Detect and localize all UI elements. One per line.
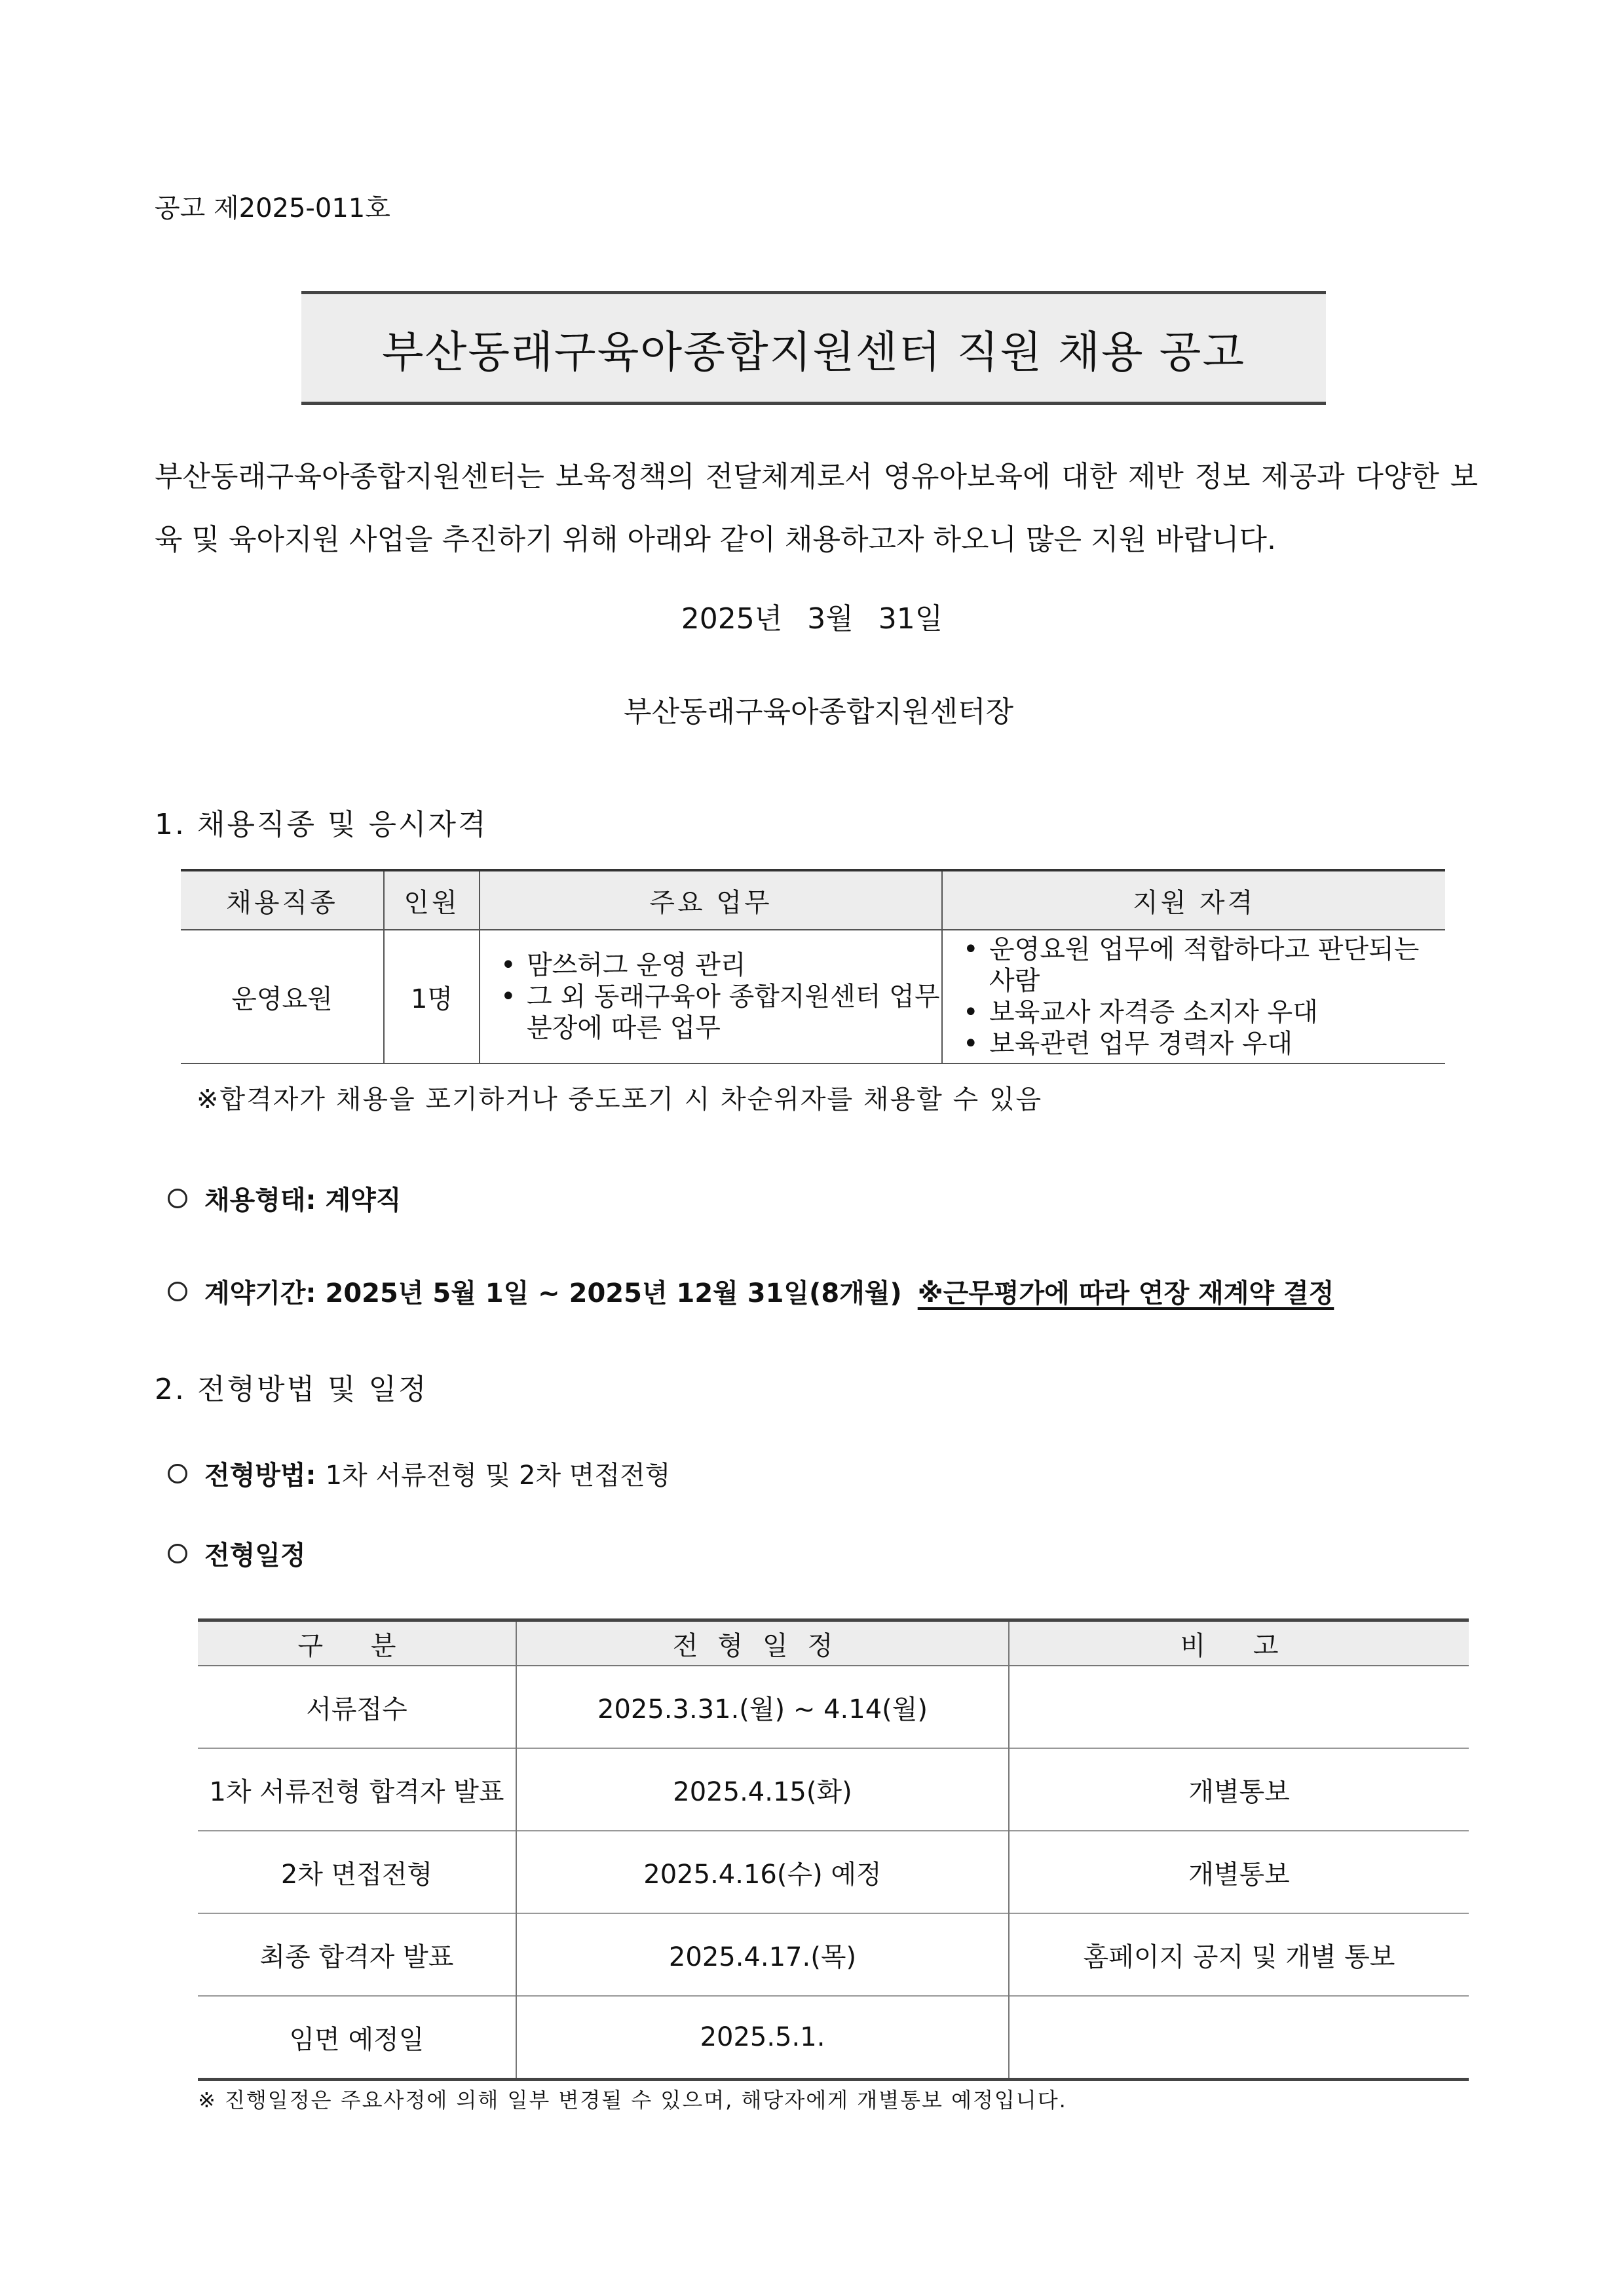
schedule-label bbox=[168, 1535, 306, 1572]
notice-number: 공고 제2025-011호 bbox=[155, 193, 390, 223]
note-cell bbox=[1009, 1666, 1469, 1748]
date-cell: 2025.4.16(수) 예정 bbox=[516, 1831, 1009, 1913]
note-cell: 개별통보 bbox=[1009, 1748, 1469, 1831]
table-row bbox=[198, 1913, 1469, 1996]
table-row bbox=[198, 1666, 1469, 1748]
job-table bbox=[181, 869, 1445, 1064]
contract-period-text: 계약기간: 2025년 5월 1일 ~ 2025년 12월 31일(8개월) bbox=[204, 1278, 902, 1309]
qualifications-cell bbox=[942, 930, 1445, 1063]
list-item: • 운영요원 업무에 적합하다고 판단되는 사람 bbox=[960, 934, 1445, 997]
header-job: 채용직종 bbox=[181, 870, 384, 930]
circle-bullet-icon bbox=[168, 1464, 187, 1483]
header-qualifications: 지원 자격 bbox=[942, 870, 1445, 930]
job-cell: 운영요원 bbox=[231, 984, 333, 1014]
note-cell bbox=[1009, 1996, 1469, 2080]
stage-cell: 1차 서류전형 합격자 발표 bbox=[198, 1748, 516, 1831]
title-box bbox=[301, 291, 1326, 405]
list-item: • 보육관련 업무 경력자 우대 bbox=[960, 1028, 1445, 1060]
announcement-date: 2025년 3월 31일 bbox=[681, 602, 943, 636]
date-cell: 2025.4.17.(목) bbox=[516, 1913, 1009, 1996]
stage-cell: 서류접수 bbox=[198, 1666, 516, 1748]
list-item: • 그 외 동래구육아 종합지원센터 업무 분장에 따른 업무 bbox=[498, 981, 941, 1044]
job-table-header bbox=[181, 870, 1445, 930]
note-cell: 홈페이지 공지 및 개별 통보 bbox=[1009, 1913, 1469, 1996]
header-stage: 구 분 bbox=[198, 1620, 516, 1666]
table-row bbox=[198, 1996, 1469, 2080]
table-row bbox=[198, 1831, 1469, 1913]
header-count: 인원 bbox=[384, 870, 480, 930]
employment-type bbox=[168, 1179, 401, 1217]
table-row bbox=[198, 1748, 1469, 1831]
method-label: 전형방법: bbox=[204, 1461, 316, 1491]
schedule-note: ※ 진행일정은 주요사정에 의해 일부 변경될 수 있으며, 해당자에게 개별통보 예정입니다. bbox=[198, 2088, 1067, 2113]
intro-paragraph: 부산동래구육아종합지원센터는 보육정책의 전달체계로서 영유아보육에 대한 제반 정보 제공과 다양한 보육 및 육아지원 사업을 추진하기 위해 아래와 같이 채용하고자 하오니 많은 지원 바랍니다. bbox=[155, 460, 1478, 556]
schedule-table bbox=[198, 1618, 1469, 2081]
count-cell: 1명 bbox=[384, 930, 480, 1063]
contract-note: ※근무평가에 따라 연장 재계약 결정 bbox=[917, 1278, 1334, 1309]
date-cell: 2025.4.15(화) bbox=[516, 1748, 1009, 1831]
employment-type-text: 채용형태: 계약직 bbox=[204, 1185, 402, 1215]
date-cell: 2025.5.1. bbox=[516, 1996, 1009, 2080]
list-item: • 보육교사 자격증 소지자 우대 bbox=[960, 997, 1445, 1028]
section2-heading: 2. 전형방법 및 일정 bbox=[155, 1373, 428, 1406]
header-note: 비 고 bbox=[1009, 1620, 1469, 1666]
circle-bullet-icon bbox=[168, 1189, 187, 1208]
circle-bullet-icon bbox=[168, 1282, 187, 1301]
signer: 부산동래구육아종합지원센터장 bbox=[623, 695, 1014, 729]
stage-cell: 2차 면접전형 bbox=[198, 1831, 516, 1913]
date-cell: 2025.3.31.(월) ~ 4.14(월) bbox=[516, 1666, 1009, 1748]
stage-cell: 임면 예정일 bbox=[198, 1996, 516, 2080]
duties-cell bbox=[480, 930, 942, 1063]
circle-bullet-icon bbox=[168, 1544, 187, 1563]
note-cell: 개별통보 bbox=[1009, 1831, 1469, 1913]
list-item: • 맘쓰허그 운영 관리 bbox=[498, 949, 941, 981]
page-title: 부산동래구육아종합지원센터 직원 채용 공고 bbox=[381, 326, 1246, 377]
header-duties: 주요 업무 bbox=[480, 870, 942, 930]
schedule-label-text: 전형일정 bbox=[204, 1540, 306, 1571]
replacement-note: ※합격자가 채용을 포기하거나 중도포기 시 차순위자를 채용할 수 있음 bbox=[197, 1084, 1043, 1115]
schedule-table-header bbox=[198, 1620, 1469, 1666]
section1-heading: 1. 채용직종 및 응시자격 bbox=[155, 808, 488, 841]
method-value: 1차 서류전형 및 2차 면접전형 bbox=[325, 1461, 671, 1491]
selection-method bbox=[168, 1455, 670, 1492]
contract-period bbox=[168, 1272, 1334, 1310]
stage-cell: 최종 합격자 발표 bbox=[198, 1913, 516, 1996]
header-date: 전형일정 bbox=[516, 1620, 1009, 1666]
table-row bbox=[181, 930, 1445, 1063]
